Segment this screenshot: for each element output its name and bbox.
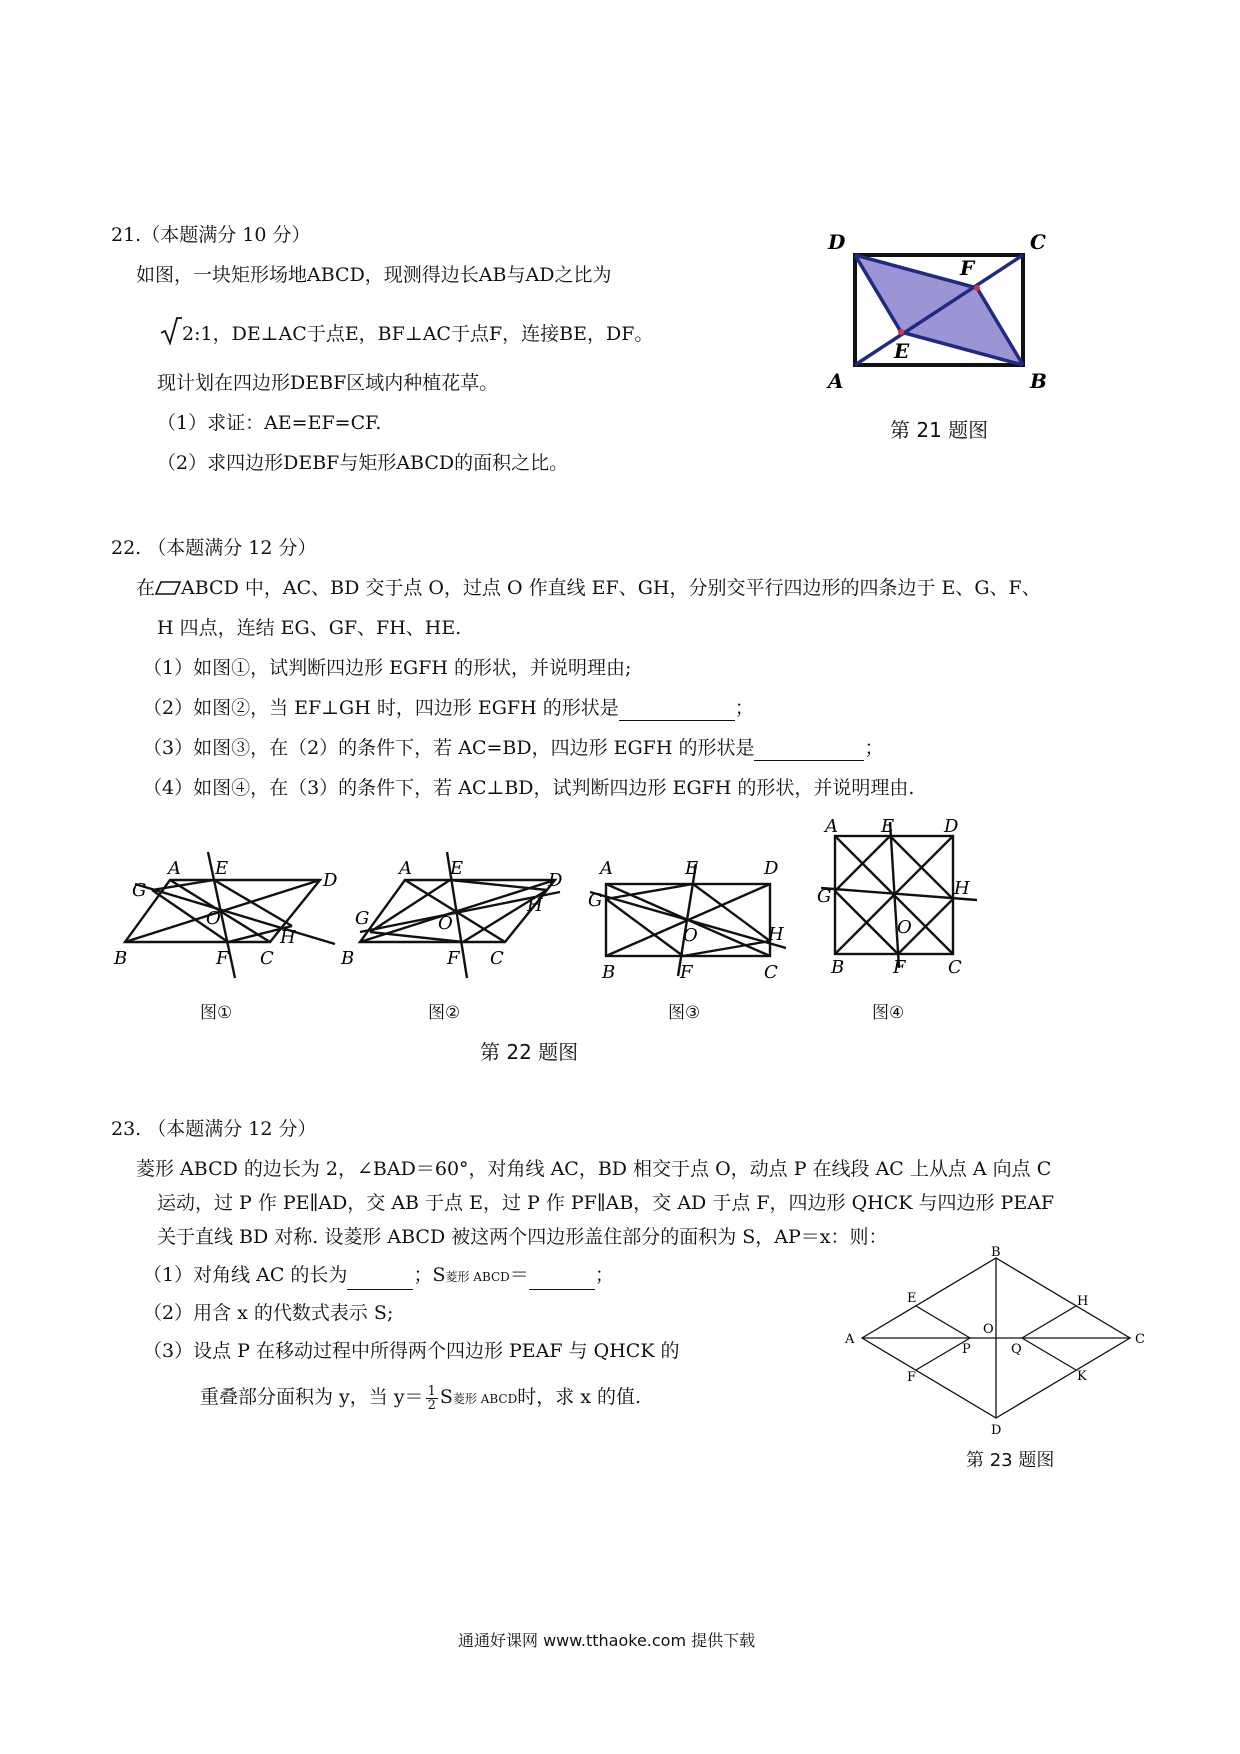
- q23-line7-sub: 菱形 ABCD: [452, 1392, 518, 1406]
- fraction-numerator: 1: [427, 1383, 436, 1399]
- q22-figure-4: [805, 816, 995, 978]
- fig4-label-h: H: [954, 878, 970, 899]
- q23-label-o: O: [983, 1322, 994, 1337]
- fig2-label-g: G: [355, 908, 370, 929]
- q23-label-c: C: [1135, 1332, 1145, 1347]
- fig4-label-o: O: [897, 917, 912, 938]
- q23-line4-d: ；: [594, 1264, 614, 1286]
- q23-label-q: Q: [1011, 1342, 1022, 1357]
- q23-line7: [200, 1384, 641, 1412]
- fig3-label-h: H: [768, 924, 784, 945]
- fig4-label-b: B: [831, 957, 845, 978]
- fig1-label-c: C: [260, 948, 274, 969]
- q21-figure: [820, 225, 1060, 395]
- fig3-label-f: F: [680, 962, 693, 983]
- fig1-label-h: H: [280, 927, 296, 948]
- fig2-label-a: A: [399, 858, 412, 879]
- q22-line3: （1）如图①，试判断四边形 EGFH 的形状，并说明理由;: [143, 657, 632, 679]
- q22-line4-end: ；: [734, 697, 754, 719]
- fig4-label-e: E: [881, 816, 895, 837]
- sqrt-radicand: 2: [182, 323, 195, 345]
- q23-line7-a: 重叠部分面积为 y，当 y＝: [200, 1386, 424, 1408]
- fig3-label-d: D: [764, 858, 779, 879]
- q22-fig2-label: 图②: [428, 1003, 461, 1023]
- fig3-label-g: G: [588, 890, 603, 911]
- fig1-label-g: G: [132, 880, 147, 901]
- fig1-label-d: D: [323, 870, 338, 891]
- fig2-label-o: O: [438, 913, 453, 934]
- q22-line5-end: ；: [864, 737, 884, 759]
- q22-fig3-label: 图③: [668, 1003, 701, 1023]
- q23-line5: （2）用含 x 的代数式表示 S;: [143, 1302, 394, 1324]
- q23-figure: [845, 1245, 1155, 1438]
- fig3-label-a: A: [600, 858, 613, 879]
- q22-figure-3: [580, 840, 790, 990]
- q23-answer-blank-area[interactable]: [529, 1269, 595, 1290]
- q23-label-a: A: [845, 1332, 855, 1347]
- q22-fig4-label: 图④: [872, 1003, 905, 1023]
- fig4-label-a: A: [825, 816, 838, 837]
- q22-line1-b: ABCD 中，AC、BD 交于点 O，过点 O 作直线 EF、GH，分别交平行四边形的四条边于 E、G、F、: [181, 577, 1041, 599]
- q23-line4-sub: 菱形 ABCD: [445, 1270, 510, 1284]
- q22-figure-2: [335, 840, 565, 990]
- fig1-label-b: B: [114, 948, 128, 969]
- q23-line4-a: （1）对角线 AC 的长为: [143, 1264, 348, 1286]
- q23-line6: （3）设点 P 在移动过程中所得两个四边形 PEAF 与 QHCK 的: [143, 1340, 680, 1362]
- fig4-label-g: G: [817, 886, 832, 907]
- fig3-label-c: C: [764, 962, 778, 983]
- q21-header: 21.（本题满分 10 分）: [111, 224, 311, 246]
- q21-label-f: F: [960, 256, 975, 280]
- page-footer: 通通好课网 www.tthaoke.com 提供下载: [458, 1631, 756, 1650]
- q22-header: 22. （本题满分 12 分）: [111, 537, 317, 559]
- fig2-label-c: C: [490, 948, 504, 969]
- q21-point-f: [974, 285, 980, 291]
- q22-line4-text: （2）如图②，当 EF⊥GH 时，四边形 EGFH 的形状是: [143, 697, 619, 719]
- fig2-label-f: F: [447, 948, 460, 969]
- q23-line7-c: 时，求 x 的值.: [517, 1386, 642, 1408]
- q23-label-k: K: [1077, 1369, 1087, 1384]
- q23-label-f: F: [907, 1370, 917, 1385]
- q22-line2: H 四点，连结 EG、GF、FH、HE.: [157, 617, 462, 639]
- q21-point-e: [898, 329, 904, 335]
- q23-line3: 关于直线 BD 对称. 设菱形 ABCD 被这两个四边形盖住部分的面积为 S，AP＝x：则：: [157, 1226, 888, 1248]
- q23-header: 23. （本题满分 12 分）: [111, 1118, 317, 1140]
- q21-line4: （1）求证：AE=EF=CF.: [157, 412, 382, 434]
- q22-line6: （4）如图④，在（3）的条件下，若 AC⊥BD，试判断四边形 EGFH 的形状，并说明理由.: [143, 777, 915, 799]
- q23-line4: [143, 1262, 614, 1290]
- q23-fraction: [426, 1385, 438, 1412]
- q23-answer-blank-ac[interactable]: [347, 1269, 413, 1290]
- q21-label-c: C: [1030, 230, 1046, 254]
- q21-caption: 第 21 题图: [890, 418, 989, 442]
- q23-label-e: E: [907, 1291, 917, 1306]
- q22-line5: [143, 735, 884, 761]
- q21-line5: （2）求四边形DEBF与矩形ABCD的面积之比。: [157, 452, 569, 474]
- q22-line5-text: （3）如图③，在（2）的条件下，若 AC=BD，四边形 EGFH 的形状是: [143, 737, 755, 759]
- q21-label-a: A: [828, 369, 844, 393]
- q23-label-h: H: [1077, 1294, 1089, 1309]
- fig2-label-h: H: [527, 895, 543, 916]
- q21-label-b: B: [1030, 369, 1047, 393]
- q21-line2-text: :1，DE⊥AC于点E，BF⊥AC于点F，连接BE，DF。: [194, 323, 654, 345]
- q22-answer-blank-2[interactable]: [619, 700, 735, 721]
- q23-line2: 运动，过 P 作 PE∥AD，交 AB 于点 E，过 P 作 PF∥AB，交 AD 于点 F，四边形 QHCK 与四边形 PEAF: [157, 1192, 1055, 1214]
- q22-caption: 第 22 题图: [480, 1040, 579, 1064]
- fig1-label-o: O: [206, 908, 221, 929]
- q23-label-b: B: [991, 1245, 1001, 1260]
- q23-caption: 第 23 题图: [966, 1450, 1055, 1471]
- q23-line4-b: ；S: [413, 1264, 446, 1286]
- q21-line2: [160, 316, 653, 347]
- fig2-label-d: D: [548, 870, 563, 891]
- fig2-label-e: E: [450, 858, 464, 879]
- fig3-label-e: E: [685, 858, 699, 879]
- q21-label-d: D: [828, 230, 846, 254]
- q22-answer-blank-3[interactable]: [754, 740, 864, 761]
- q21-line1: 如图，一块矩形场地ABCD，现测得边长AB与AD之比为: [136, 264, 612, 286]
- fig4-label-d: D: [944, 816, 959, 837]
- fig2-label-b: B: [341, 948, 355, 969]
- fig3-label-o: O: [683, 925, 698, 946]
- q23-line7-b: S: [439, 1386, 453, 1408]
- fig4-label-f: F: [893, 957, 906, 978]
- q23-label-d: D: [991, 1423, 1002, 1438]
- q22-line1: [136, 575, 1041, 601]
- q22-figure-1: [110, 840, 338, 990]
- q23-label-p: P: [962, 1342, 971, 1357]
- q22-fig1-label: 图①: [200, 1003, 233, 1023]
- fig3-label-b: B: [602, 962, 616, 983]
- parallelogram-icon: [155, 581, 181, 595]
- fig4-label-c: C: [948, 957, 962, 978]
- q23-line1: 菱形 ABCD 的边长为 2，∠BAD＝60°，对角线 AC，BD 相交于点 O，动点 P 在线段 AC 上从点 A 向点 C: [136, 1158, 1052, 1180]
- q21-label-e: E: [894, 339, 910, 363]
- q22-line1-a: 在: [136, 577, 156, 599]
- fraction-denominator: 2: [427, 1397, 436, 1413]
- fig1-label-a: A: [168, 858, 181, 879]
- q21-line3: 现计划在四边形DEBF区域内种植花草。: [157, 372, 499, 394]
- fig1-label-f: F: [216, 948, 229, 969]
- q23-line4-c: ＝: [509, 1264, 529, 1286]
- sqrt-icon: [160, 316, 182, 346]
- fig1-label-e: E: [215, 858, 229, 879]
- q22-line4: [143, 695, 754, 721]
